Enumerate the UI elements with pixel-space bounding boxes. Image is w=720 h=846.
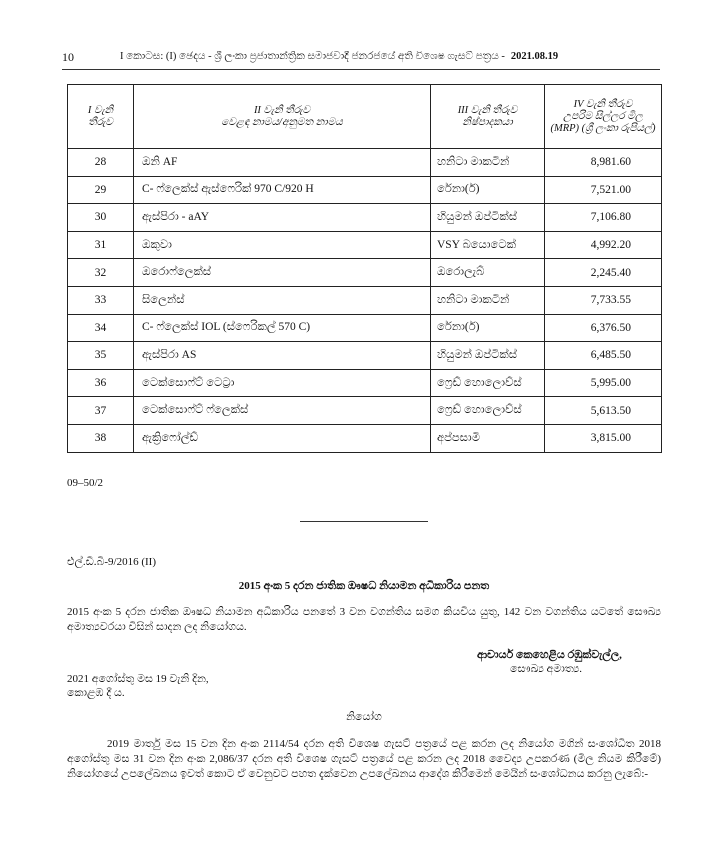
notice-intro: 2015 අංක 5 දරන ජාතික ඖෂධ නියාමන අධිකාරිය පනතේ 3 වන වගන්තිය සමග කියවිය යුතු, 142 වන වගන්තිය යටතේ සෞඛ්‍ය අමාත්‍යවරයා විසින් සාදන ලද නියෝගය. — [67, 606, 661, 633]
product-name: ටෙක්සොෆ්ට් ටෙට්‍රා — [134, 369, 431, 397]
column-header-price: IV වැනි තීරුව උපරිම සිල්ලර මිල (MRP) (ශ්‍රී ලංකා රුපියල්) — [545, 85, 662, 149]
product-name: සිලෙන්ස් — [134, 286, 431, 314]
notice-place: කොළඹ දී ය. — [67, 687, 125, 699]
row-number: 30 — [68, 204, 134, 232]
table-row — [68, 176, 662, 204]
product-name: C- ෆ්ලෙක්ස් IOL (ස්ෆෙරිකල් 570 C) — [134, 314, 431, 342]
manufacturer: VSY බයොටෙක් — [431, 231, 545, 259]
max-retail-price: 3,815.00 — [545, 424, 662, 452]
act-title: 2015 අංක 5 දරන ජාතික ඖෂධ නියාමන අධිකාරිය පනත — [238, 580, 490, 592]
max-retail-price: 7,733.55 — [545, 286, 662, 314]
notice-date: 2021 අගෝස්තු මස 19 වැනි දින, — [67, 673, 209, 685]
max-retail-price: 5,613.50 — [545, 397, 662, 425]
table-row — [68, 342, 662, 370]
section-divider — [300, 521, 428, 522]
max-retail-price: 6,485.50 — [545, 342, 662, 370]
manufacturer: අප්පසාමි — [431, 424, 545, 452]
max-retail-price: 2,245.40 — [545, 259, 662, 287]
product-name: ඔරොෆ්ලෙක්ස් — [134, 259, 431, 287]
max-retail-price: 7,106.80 — [545, 204, 662, 232]
page-number: 10 — [62, 50, 74, 64]
table-row — [68, 314, 662, 342]
max-retail-price: 5,995.00 — [545, 369, 662, 397]
header-title: I කොටස: (I) ඡෙදය - ශ්‍රී ලංකා ප්‍රජාතාන්ත්‍රික සමාජවාදී ජනරජයේ අති විශෙෂ ගැසට් පත්‍රය - — [120, 51, 505, 62]
max-retail-price: 8,981.60 — [545, 149, 662, 177]
signatory-title: සෞඛ්‍ය අමාත්‍ය. — [510, 663, 583, 675]
table-row — [68, 424, 662, 452]
column-header-number: I වැනි තීරුව — [68, 85, 134, 149]
row-number: 36 — [68, 369, 134, 397]
manufacturer: හියුමන් ඔප්ටික්ස් — [431, 204, 545, 232]
table-row — [68, 259, 662, 287]
product-name: ඇක්‍රිෆෝල්ඩ් — [134, 424, 431, 452]
manufacturer: රේනා(ර්) — [431, 176, 545, 204]
product-name: ඔනි AF — [134, 149, 431, 177]
product-name: ඇස්පිරා AS — [134, 342, 431, 370]
row-number: 33 — [68, 286, 134, 314]
row-number: 31 — [68, 231, 134, 259]
manufacturer: ඔරොලැබ් — [431, 259, 545, 287]
header-divider — [62, 69, 660, 70]
table-row — [68, 149, 662, 177]
regulations-text: 2019 මාර්තු මස 15 වන දින අංක 2114/54 දරන අති විශෙෂ ගැසට් පත්‍රයේ පළ කරන ලද නියෝග මගින් සංශෝධිත 2018 අගෝස්තු මස 31 වන දින අංක 2,086/37 දරන අති විශෙෂ ගැසට් පත්‍රයේ පළ කරන ලද 2018 වෛද්‍ය උපකරණ (මිල නියම කිරීමේ) නියෝගයේ උපලේඛනය ඉවත් කොට ඒ වෙනුවට පහත දැක්වෙන උපලේඛනය ආදේශ කිරීමෙන් මෙයින් සංශෝධනය කරනු ලැබේ:- — [67, 738, 661, 780]
max-retail-price: 7,521.00 — [545, 176, 662, 204]
max-retail-price: 4,992.20 — [545, 231, 662, 259]
table-row — [68, 369, 662, 397]
reference-number: 09–50/2 — [67, 477, 104, 489]
manufacturer: ෆ්‍රෙඩ් හොලොව්ස් — [431, 397, 545, 425]
running-header — [120, 51, 640, 63]
max-retail-price: 6,376.50 — [545, 314, 662, 342]
header-date: 2021.08.19 — [510, 51, 559, 62]
signatory-name: ආචාර්ය කෙහෙළිය රඹුක්වැල්ල, — [477, 649, 622, 661]
table-row — [68, 397, 662, 425]
table-row — [68, 231, 662, 259]
table-row — [68, 204, 662, 232]
manufacturer: රේනා(ර්) — [431, 314, 545, 342]
product-name: ඇස්පිරා - aAY — [134, 204, 431, 232]
row-number: 34 — [68, 314, 134, 342]
price-schedule-table — [67, 84, 662, 453]
row-number: 37 — [68, 397, 134, 425]
row-number: 32 — [68, 259, 134, 287]
product-name: ඔකුවා — [134, 231, 431, 259]
product-name: C- ෆ්ලෙක්ස් ඇස්ෆෙරික් 970 C/920 H — [134, 176, 431, 204]
manufacturer: ෆ්‍රෙඩ් හොලොව්ස් — [431, 369, 545, 397]
row-number: 28 — [68, 149, 134, 177]
regulations-title: නියෝග — [346, 711, 382, 723]
file-number: එල්.ඩී.බී-9/2016 (II) — [67, 556, 156, 568]
manufacturer: හියුමන් ඔප්ටික්ස් — [431, 342, 545, 370]
row-number: 38 — [68, 424, 134, 452]
column-header-manufacturer: III වැනි තීරුව නිෂ්පාදකයා — [431, 85, 545, 149]
manufacturer: හනිටා මාකටින් — [431, 286, 545, 314]
table-row — [68, 286, 662, 314]
manufacturer: හනිටා මාකටින් — [431, 149, 545, 177]
table-header-row — [68, 85, 662, 149]
row-number: 29 — [68, 176, 134, 204]
product-name: ටෙක්සොෆ්ට් ෆ්ලෙක්ස් — [134, 397, 431, 425]
row-number: 35 — [68, 342, 134, 370]
column-header-name: II වැනි තීරුව වෙළඳ නාමය/අනුමත නාමය — [134, 85, 431, 149]
